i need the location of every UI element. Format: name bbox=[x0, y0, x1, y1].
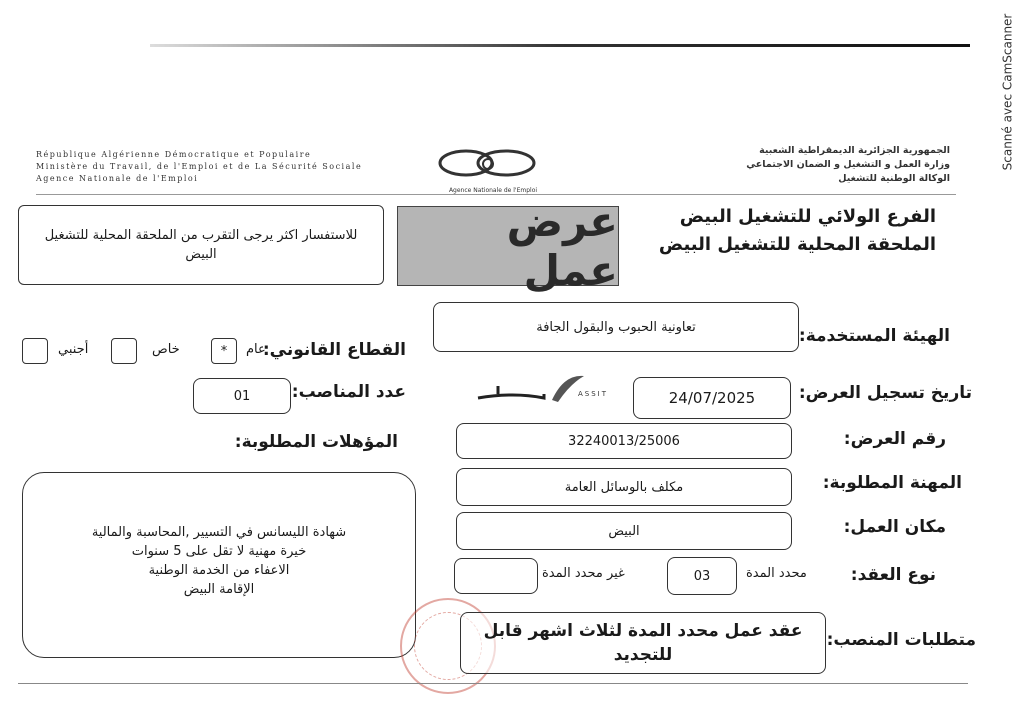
anem-logo bbox=[428, 143, 558, 193]
qualification-item: الاعفاء من الخدمة الوطنية bbox=[148, 563, 290, 578]
registration-date-field bbox=[633, 377, 791, 419]
offer-number-value: 32240013/25006 bbox=[568, 433, 680, 449]
employer-field bbox=[433, 302, 799, 352]
legal-sector-label: القطاع القانوني: bbox=[262, 340, 406, 360]
offer-number-label: رقم العرض: bbox=[843, 429, 946, 449]
positions-label: عدد المناصب: bbox=[291, 382, 406, 402]
positions-value: 01 bbox=[233, 388, 251, 404]
fixed-term-label: محدد المدة bbox=[746, 566, 807, 581]
header-fr-line3: Agence Nationale de l'Emploi bbox=[36, 174, 199, 183]
inquiry-note: للاستفسار اكثر يرجى التقرب من الملحقة المحلية للتشغيل البيض bbox=[44, 228, 358, 262]
requirements-value: عقد عمل محدد المدة لثلاث اشهر قابل للتجديد bbox=[483, 621, 803, 665]
header-fr-line2: Ministère du Travail, de l'Emploi et de La Sécurité Sociale bbox=[36, 162, 363, 171]
requirements-field bbox=[460, 612, 826, 674]
indefinite-checkbox[interactable] bbox=[454, 558, 538, 594]
sector-private-checkbox[interactable] bbox=[111, 338, 137, 364]
offer-title: عرض عمل bbox=[506, 197, 618, 295]
assit-logo-text: ASSIT bbox=[578, 390, 609, 398]
duration-field bbox=[667, 557, 737, 595]
top-rule bbox=[150, 44, 970, 47]
workplace-field bbox=[456, 512, 792, 550]
header-divider bbox=[36, 194, 956, 195]
sector-foreign-label: أجنبي bbox=[58, 342, 89, 357]
scan-watermark: Scanné avec CamScanner bbox=[1000, 13, 1015, 171]
qualification-item: خيرة مهنية لا تقل على 5 سنوات bbox=[131, 544, 307, 559]
qualifications-label: المؤهلات المطلوبة: bbox=[234, 432, 398, 452]
sector-public-checkbox[interactable] bbox=[211, 338, 237, 364]
employer-value: تعاونية الحبوب والبقول الجافة bbox=[536, 319, 696, 335]
registration-date-value: 24/07/2025 bbox=[668, 389, 756, 407]
header-ar-line2: وزارة العمل و التشغيل و الضمان الاجتماعي bbox=[746, 159, 950, 170]
assit-logo bbox=[474, 370, 624, 412]
sector-foreign-checkbox[interactable] bbox=[22, 338, 48, 364]
sector-public-label: عام bbox=[246, 342, 266, 357]
sector-private-label: خاص bbox=[152, 342, 180, 357]
contract-type-label: نوع العقد: bbox=[850, 565, 936, 585]
qualification-item: شهادة الليسانس في التسيير ,المحاسبة والمالية bbox=[91, 525, 347, 540]
profession-label: المهنة المطلوبة: bbox=[822, 473, 962, 493]
requirements-label: متطلبات المنصب: bbox=[826, 630, 976, 650]
workplace-label: مكان العمل: bbox=[843, 517, 946, 537]
logo-caption: Agence Nationale de l'Emploi bbox=[448, 187, 538, 194]
employer-label: الهيئة المستخدمة: bbox=[798, 326, 950, 346]
branch-line1: الفرع الولائي للتشغيل البيض bbox=[679, 206, 936, 227]
qualification-item: الإقامة البيض bbox=[183, 582, 255, 597]
qualifications-box bbox=[22, 472, 416, 658]
header-ar-line1: الجمهورية الجزائرية الديمقراطية الشعبية bbox=[759, 145, 950, 156]
indefinite-label: غير محدد المدة bbox=[542, 566, 625, 581]
duration-value: 03 bbox=[693, 568, 711, 584]
bottom-rule bbox=[18, 683, 968, 684]
offer-number-field bbox=[456, 423, 792, 459]
registration-date-label: تاريخ تسجيل العرض: bbox=[798, 383, 972, 403]
profession-field bbox=[456, 468, 792, 506]
branch-line2: الملحقة المحلية للتشغيل البيض bbox=[658, 234, 936, 255]
profession-value: مكلف بالوسائل العامة bbox=[564, 479, 684, 495]
header-ar-line3: الوكالة الوطنية للتشغيل bbox=[838, 173, 950, 184]
sector-public-mark: * bbox=[220, 343, 228, 359]
positions-field bbox=[193, 378, 291, 414]
offer-title-box bbox=[397, 197, 619, 295]
workplace-value: البيض bbox=[608, 523, 640, 539]
header-fr-line1: République Algérienne Démocratique et Populaire bbox=[36, 150, 312, 159]
inquiry-note-box bbox=[18, 205, 384, 285]
